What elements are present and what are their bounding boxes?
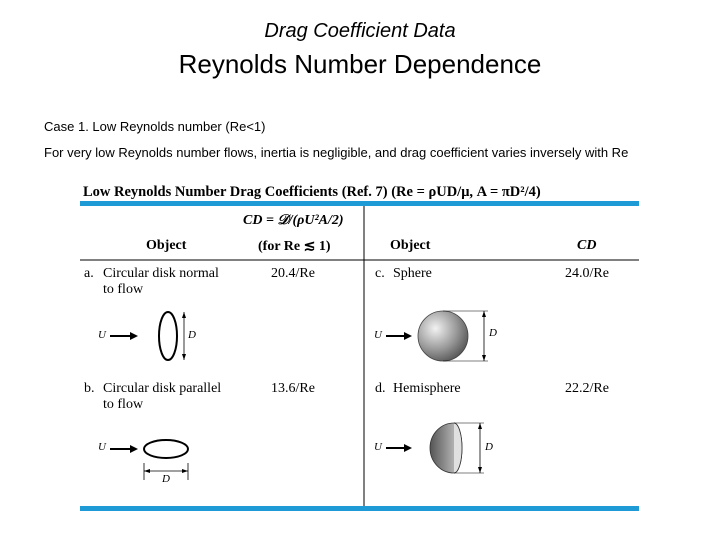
hemisphere-diagram: [386, 423, 484, 473]
row-d-letter: d.: [375, 381, 386, 396]
table-bottom-rule: [80, 506, 639, 511]
label-u-d: U: [374, 441, 382, 453]
row-c-object: Sphere: [393, 266, 432, 281]
label-d-c: D: [489, 327, 497, 339]
label-u-a: U: [98, 329, 106, 341]
drag-table-figure: [78, 178, 640, 518]
col-header-cd-left: (for Re ≲ 1): [258, 239, 331, 254]
label-d-d: D: [485, 441, 493, 453]
disk-normal-diagram: [110, 312, 186, 360]
slide-title: Reynolds Number Dependence: [178, 49, 542, 79]
col-header-object-left: Object: [146, 238, 187, 253]
sphere-diagram: [386, 311, 488, 361]
row-a-object: Circular disk normal: [103, 266, 219, 281]
row-b-object-2: to flow: [103, 397, 144, 412]
case-heading: Case 1. Low Reynolds number (Re<1): [44, 119, 266, 134]
disk-parallel-diagram: [110, 440, 188, 480]
row-d-object: Hemisphere: [393, 381, 461, 396]
label-u-c: U: [374, 329, 382, 341]
slide-subtitle: Drag Coefficient Data: [264, 20, 456, 42]
row-d-cd: 22.2/Re: [565, 381, 609, 396]
row-b-object: Circular disk parallel: [103, 381, 222, 396]
row-c-cd: 24.0/Re: [565, 266, 609, 281]
label-d-a: D: [188, 329, 196, 341]
row-a-object-2: to flow: [103, 282, 144, 297]
case-description: For very low Reynolds number flows, inertia is negligible, and drag coefficient varies inversely with Re: [44, 145, 629, 160]
label-u-b: U: [98, 441, 106, 453]
row-b-letter: b.: [84, 381, 95, 396]
table-top-rule: [80, 201, 639, 206]
row-c-letter: c.: [375, 266, 385, 281]
row-a-cd: 20.4/Re: [271, 266, 315, 281]
label-d-b: D: [162, 473, 170, 485]
row-a-letter: a.: [84, 266, 94, 281]
col-header-object-right: Object: [390, 238, 431, 253]
cd-definition: CD = 𝒟/(ρU²A/2): [243, 213, 344, 228]
table-caption: Low Reynolds Number Drag Coefficients (Ref. 7) (Re = ρUD/μ, A = πD²/4): [83, 184, 541, 200]
col-header-cd-right: CD: [577, 238, 597, 253]
row-b-cd: 13.6/Re: [271, 381, 315, 396]
